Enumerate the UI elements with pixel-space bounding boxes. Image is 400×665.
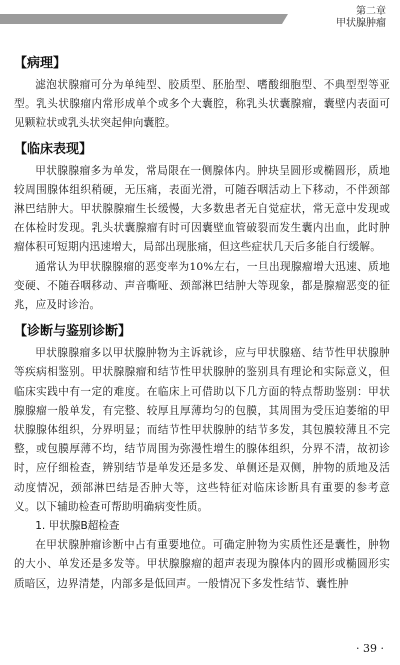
- chapter-title: 甲状腺肿瘤: [336, 18, 386, 29]
- section-heading-diagnosis: 【诊断与鉴别诊断】: [14, 324, 132, 340]
- paragraph: 甲状腺腺瘤多以甲状腺肿物为主诉就诊，应与甲状腺癌、结节性甲状腺肿等疾病相鉴别。甲状腺腺瘤和结节性甲状腺肿的鉴别具有理论和实际意义，但临床实践中有一定的难度。在临床上可借助以下几方面的特点帮助鉴别：甲状腺腺瘤一般单发，有完整、较厚且厚薄均匀的包膜，其周围为受压迫萎缩的甲状腺腺体组织，分界明显；而结节性甲状腺肿的结节多发，其包膜较薄且不完整，或包膜厚薄不均，结节周围为弥漫性增生的腺体组织，分界不清，故初诊时，应仔细检查，辨别结节是单发还是多发、单侧还是双侧，肿物的质地及活动度情况，颈部淋巴结是否肿大等，这些特征对临床诊断具有重要的参考意义。以下辅助检查可帮助明确病变性质。: [14, 347, 390, 513]
- page-header: [0, 0, 400, 34]
- header-decorative-bar: [0, 14, 282, 24]
- section-pathology: [14, 56, 390, 134]
- section-diagnosis: [14, 324, 390, 594]
- paragraph: 在甲状腺肿瘤诊断中占有重要地位。可确定肿物为实质性还是囊性，肿物的大小、单发还是多发等。甲状腺腺瘤的超声表现为腺体内的圆形或椭圆形实质暗区，边界清楚，内部多是低回声。一般情况下多发性结节、囊性肿: [14, 539, 390, 590]
- section-clinical: [14, 142, 390, 316]
- header-bar-tip: [282, 14, 288, 24]
- page-body: [14, 56, 390, 594]
- paragraph: 甲状腺腺瘤多为单发，常局限在一侧腺体内。肿块呈圆形或椭圆形，质地较周围腺体组织稍硬，无压痛，表面光滑，可随吞咽活动上下移动，不伴颈部淋巴结肿大。甲状腺腺瘤生长缓慢，大多数患者无自觉症状，常无意中发现或在体检时发现。乳头状囊腺瘤有时可因囊壁血管破裂而发生囊内出血，此时肿瘤体积可短期内迅速增大，局部出现胀痛，但这些症状几天后多能自行缓解。: [14, 164, 390, 254]
- chapter-label: [336, 6, 386, 30]
- paragraph: 滤泡状腺瘤可分为单纯型、胶质型、胚胎型、嗜酸细胞型、不典型型等亚型。乳头状腺瘤内常形成单个或多个大囊腔，称乳头状囊腺瘤，囊壁内表面可见颗粒状或乳头状突起伸向囊腔。: [14, 79, 390, 130]
- chapter-number: 第二章: [356, 6, 386, 17]
- subsection-title: 1. 甲状腺B超检查: [35, 520, 120, 533]
- section-heading-pathology: 【病理】: [14, 56, 67, 71]
- paragraph: 通常认为甲状腺腺瘤的恶变率为10%左右，一旦出现腺瘤增大迅速、质地变硬、不随吞咽移动、声音嘶哑、颈部淋巴结肿大等现象，都是腺瘤恶变的征兆，应及时诊治。: [14, 260, 390, 312]
- page-number: · 39 ·: [356, 642, 384, 655]
- section-heading-clinical: 【临床表现】: [14, 141, 93, 157]
